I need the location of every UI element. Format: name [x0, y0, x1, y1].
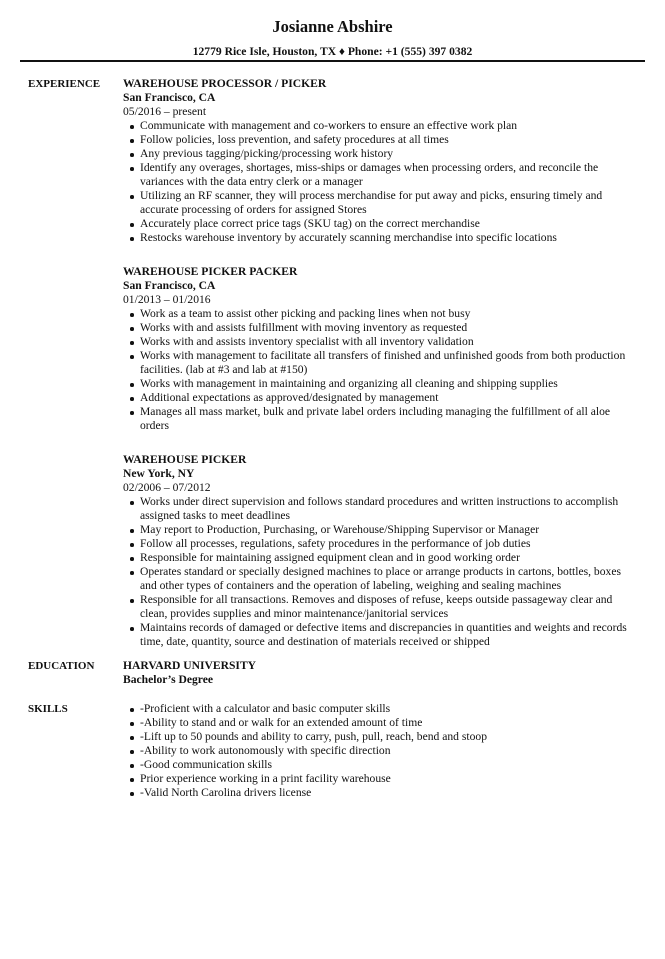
job-bullets: [123, 307, 633, 433]
list-item: May report to Production, Purchasing, or Warehouse/Shipping Supervisor or Manager: [140, 523, 633, 537]
job-dates: 02/2006 – 07/2012: [123, 481, 211, 494]
skill-item: -Ability to work autonomously with specific direction: [140, 744, 633, 758]
experience-list: [123, 77, 633, 669]
job-entry: [123, 453, 633, 649]
list-item: Responsible for maintaining assigned equipment clean and in good working order: [140, 551, 633, 565]
job-dates: 01/2013 – 01/2016: [123, 293, 211, 306]
list-item: Communicate with management and co-workers to ensure an effective work plan: [140, 119, 633, 133]
skill-item: Prior experience working in a print facility warehouse: [140, 772, 633, 786]
list-item: Works with and assists inventory specialist with all inventory validation: [140, 335, 633, 349]
list-item: Maintains records of damaged or defective items and discrepancies in quantities and weights and records time, date, quantity, source and destination of materials received or shipped: [140, 621, 633, 649]
job-location: San Francisco, CA: [123, 91, 216, 104]
contact-line: 12779 Rice Isle, Houston, TX ♦ Phone: +1 (555) 397 0382: [192, 45, 473, 58]
list-item: Works with management to facilitate all transfers of finished and unfinished goods from both production facilities. (lab at #3 and lab at #150): [140, 349, 633, 377]
list-item: Follow policies, loss prevention, and safety procedures at all times: [140, 133, 633, 147]
list-item: Accurately place correct price tags (SKU tag) on the correct merchandise: [140, 217, 633, 231]
list-item: Any previous tagging/picking/processing work history: [140, 147, 633, 161]
job-dates: 05/2016 – present: [123, 105, 207, 118]
list-item: Manages all mass market, bulk and private label orders including managing the fulfillment of all aloe orders: [140, 405, 633, 433]
list-item: Additional expectations as approved/designated by management: [140, 391, 633, 405]
skills-list: [123, 702, 633, 800]
skill-item: -Good communication skills: [140, 758, 633, 772]
job-location: New York, NY: [123, 467, 195, 480]
list-item: Works under direct supervision and follows standard procedures and written instructions to accomplish assigned tasks to meet deadlines: [140, 495, 633, 523]
skill-item: -Lift up to 50 pounds and ability to carry, push, pull, reach, bend and stoop: [140, 730, 633, 744]
job-entry: [123, 265, 633, 433]
section-label-education: EDUCATION: [28, 660, 95, 672]
list-item: Operates standard or specially designed machines to place or arrange products in cartons, bottles, boxes and other types of containers and the operation of labeling, weighing and sealing machines: [140, 565, 633, 593]
list-item: Works with management in maintaining and organizing all cleaning and shipping supplies: [140, 377, 633, 391]
section-label-skills: SKILLS: [28, 703, 68, 715]
job-bullets: [123, 119, 633, 245]
list-item: Restocks warehouse inventory by accurately scanning merchandise into specific locations: [140, 231, 633, 245]
job-title: WAREHOUSE PICKER: [123, 453, 247, 466]
job-title: WAREHOUSE PICKER PACKER: [123, 265, 298, 278]
skill-item: -Proficient with a calculator and basic computer skills: [140, 702, 633, 716]
list-item: Responsible for all transactions. Removes and disposes of refuse, keeps outside passageway clear and clean, provides supplies and minor maintenance/janitorial services: [140, 593, 633, 621]
candidate-name: Josianne Abshire: [272, 17, 393, 36]
job-title: WAREHOUSE PROCESSOR / PICKER: [123, 77, 327, 90]
job-entry: [123, 77, 633, 245]
skill-item: -Valid North Carolina drivers license: [140, 786, 633, 800]
school-name: HARVARD UNIVERSITY: [123, 659, 257, 672]
skill-item: -Ability to stand and or walk for an extended amount of time: [140, 716, 633, 730]
header-divider: [20, 60, 645, 62]
list-item: Follow all processes, regulations, safety procedures in the performance of job duties: [140, 537, 633, 551]
list-item: Works with and assists fulfillment with moving inventory as requested: [140, 321, 633, 335]
list-item: Utilizing an RF scanner, they will process merchandise for put away and picks, ensuring timely and accurate processing of orders for assigned Stores: [140, 189, 633, 217]
job-location: San Francisco, CA: [123, 279, 216, 292]
degree: Bachelor’s Degree: [123, 673, 214, 686]
job-bullets: [123, 495, 633, 649]
section-label-experience: EXPERIENCE: [28, 78, 101, 90]
list-item: Identify any overages, shortages, miss-ships or damages when processing orders, and reconcile the variances with the data entry clerk or a manager: [140, 161, 633, 189]
list-item: Work as a team to assist other picking and packing lines when not busy: [140, 307, 633, 321]
